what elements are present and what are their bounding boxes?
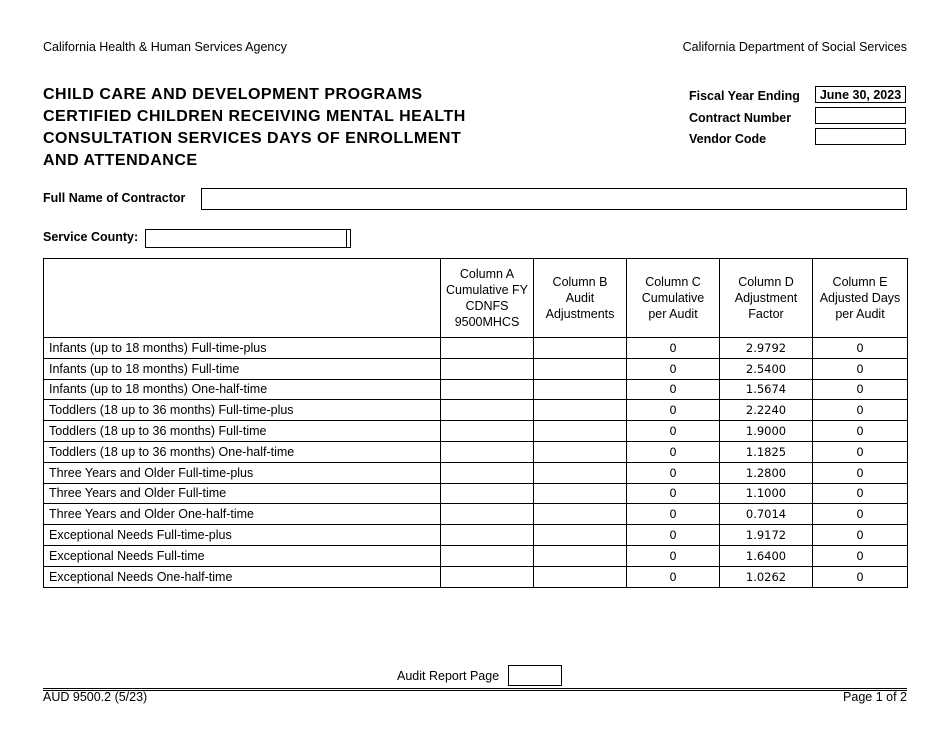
- cell-column-c: 0: [627, 421, 720, 442]
- contractor-name-field[interactable]: [201, 188, 907, 210]
- cell-column-a[interactable]: [441, 421, 534, 442]
- cell-column-e: 0: [813, 421, 908, 442]
- contractor-name-label: Full Name of Contractor: [43, 191, 186, 205]
- cell-column-c: 0: [627, 566, 720, 587]
- cell-column-e: 0: [813, 525, 908, 546]
- cell-column-c: 0: [627, 525, 720, 546]
- department-name: California Department of Social Services: [682, 40, 907, 54]
- cell-column-d: 1.1825: [720, 441, 813, 462]
- cell-column-b[interactable]: [534, 525, 627, 546]
- table-row: [44, 421, 908, 442]
- row-label: Infants (up to 18 months) Full-time: [44, 358, 441, 379]
- cell-column-c: 0: [627, 545, 720, 566]
- header-column-b: Column B Audit Adjustments: [534, 259, 627, 338]
- table-header-row: [44, 259, 908, 338]
- cell-column-a[interactable]: [441, 462, 534, 483]
- cell-column-a[interactable]: [441, 338, 534, 359]
- cell-column-c: 0: [627, 400, 720, 421]
- cell-column-b[interactable]: [534, 504, 627, 525]
- cell-column-d: 2.2240: [720, 400, 813, 421]
- row-label: Exceptional Needs Full-time-plus: [44, 525, 441, 546]
- cell-column-a[interactable]: [441, 441, 534, 462]
- cell-column-b[interactable]: [534, 441, 627, 462]
- footer-divider: [43, 688, 907, 689]
- cell-column-e: 0: [813, 441, 908, 462]
- table-row: [44, 441, 908, 462]
- cell-column-d: 1.2800: [720, 462, 813, 483]
- cell-column-c: 0: [627, 483, 720, 504]
- row-label: Toddlers (18 up to 36 months) Full-time-plus: [44, 400, 441, 421]
- row-label: Toddlers (18 up to 36 months) Full-time: [44, 421, 441, 442]
- agency-name: California Health & Human Services Agency: [43, 40, 287, 54]
- header-column-c: Column C Cumulative per Audit: [627, 259, 720, 338]
- audit-report-page-label: Audit Report Page: [397, 669, 500, 683]
- cell-column-a[interactable]: [441, 566, 534, 587]
- cell-column-e: 0: [813, 483, 908, 504]
- cell-column-e: 0: [813, 400, 908, 421]
- contract-number-field[interactable]: [815, 107, 906, 124]
- cell-column-a[interactable]: [441, 400, 534, 421]
- contract-number-label: Contract Number: [689, 111, 792, 125]
- header-column-a: Column A Cumulative FY CDNFS 9500MHCS: [441, 259, 534, 338]
- cell-column-c: 0: [627, 462, 720, 483]
- cell-column-a[interactable]: [441, 379, 534, 400]
- cell-column-d: 1.9172: [720, 525, 813, 546]
- cell-column-d: 2.9792: [720, 338, 813, 359]
- cell-column-d: 1.6400: [720, 545, 813, 566]
- vendor-code-label: Vendor Code: [689, 132, 767, 146]
- cell-column-b[interactable]: [534, 338, 627, 359]
- cell-column-d: 1.0262: [720, 566, 813, 587]
- cell-column-a[interactable]: [441, 525, 534, 546]
- audit-report-page-field[interactable]: [508, 665, 562, 686]
- form-title-line-1: CHILD CARE AND DEVELOPMENT PROGRAMS: [43, 86, 423, 103]
- footer-divider-secondary: [43, 690, 907, 691]
- cell-column-b[interactable]: [534, 462, 627, 483]
- table-row: [44, 462, 908, 483]
- table-row: [44, 400, 908, 421]
- cell-column-b[interactable]: [534, 400, 627, 421]
- page-number: Page 1 of 2: [843, 690, 907, 704]
- row-label: Infants (up to 18 months) Full-time-plus: [44, 338, 441, 359]
- cell-column-a[interactable]: [441, 545, 534, 566]
- cell-column-c: 0: [627, 441, 720, 462]
- cell-column-e: 0: [813, 504, 908, 525]
- service-county-label: Service County:: [43, 230, 139, 244]
- cell-column-a[interactable]: [441, 358, 534, 379]
- row-label: Three Years and Older Full-time: [44, 483, 441, 504]
- fiscal-year-field[interactable]: June 30, 2023: [815, 86, 906, 103]
- table-row: [44, 379, 908, 400]
- row-label: Three Years and Older Full-time-plus: [44, 462, 441, 483]
- form-title: [43, 84, 466, 172]
- cell-column-e: 0: [813, 566, 908, 587]
- form-title-line-3: CONSULTATION SERVICES DAYS OF ENROLLMENT: [43, 130, 462, 147]
- fiscal-year-label: Fiscal Year Ending: [689, 89, 800, 103]
- cell-column-b[interactable]: [534, 358, 627, 379]
- cell-column-c: 0: [627, 504, 720, 525]
- cell-column-e: 0: [813, 379, 908, 400]
- cell-column-a[interactable]: [441, 504, 534, 525]
- cell-column-a[interactable]: [441, 483, 534, 504]
- cell-column-b[interactable]: [534, 545, 627, 566]
- cell-column-c: 0: [627, 338, 720, 359]
- table-row: [44, 504, 908, 525]
- header-column-e: Column E Adjusted Days per Audit: [813, 259, 908, 338]
- cell-column-e: 0: [813, 545, 908, 566]
- cell-column-b[interactable]: [534, 566, 627, 587]
- cell-column-d: 0.7014: [720, 504, 813, 525]
- enrollment-table: [43, 258, 908, 588]
- cell-column-b[interactable]: [534, 421, 627, 442]
- cell-column-e: 0: [813, 462, 908, 483]
- cell-column-d: 2.5400: [720, 358, 813, 379]
- table-row: [44, 545, 908, 566]
- form-title-line-4: AND ATTENDANCE: [43, 152, 198, 169]
- cell-column-c: 0: [627, 358, 720, 379]
- table-row: [44, 525, 908, 546]
- cell-column-b[interactable]: [534, 379, 627, 400]
- form-number: AUD 9500.2 (5/23): [43, 690, 148, 704]
- table-row: [44, 338, 908, 359]
- cell-column-c: 0: [627, 379, 720, 400]
- form-title-line-2: CERTIFIED CHILDREN RECEIVING MENTAL HEALTH: [43, 108, 466, 125]
- table-row: [44, 483, 908, 504]
- cell-column-e: 0: [813, 338, 908, 359]
- cell-column-b[interactable]: [534, 483, 627, 504]
- header-column-d: Column D Adjustment Factor: [720, 259, 813, 338]
- table-row: [44, 566, 908, 587]
- vendor-code-field[interactable]: [815, 128, 906, 145]
- table-row: [44, 358, 908, 379]
- row-label: Exceptional Needs One-half-time: [44, 566, 441, 587]
- cell-column-d: 1.5674: [720, 379, 813, 400]
- row-label: Three Years and Older One-half-time: [44, 504, 441, 525]
- service-county-field[interactable]: [145, 229, 351, 248]
- cell-column-e: 0: [813, 358, 908, 379]
- row-label: Exceptional Needs Full-time: [44, 545, 441, 566]
- row-label: Infants (up to 18 months) One-half-time: [44, 379, 441, 400]
- row-label: Toddlers (18 up to 36 months) One-half-time: [44, 441, 441, 462]
- cell-column-d: 1.9000: [720, 421, 813, 442]
- header-row-label: [44, 259, 441, 338]
- cell-column-d: 1.1000: [720, 483, 813, 504]
